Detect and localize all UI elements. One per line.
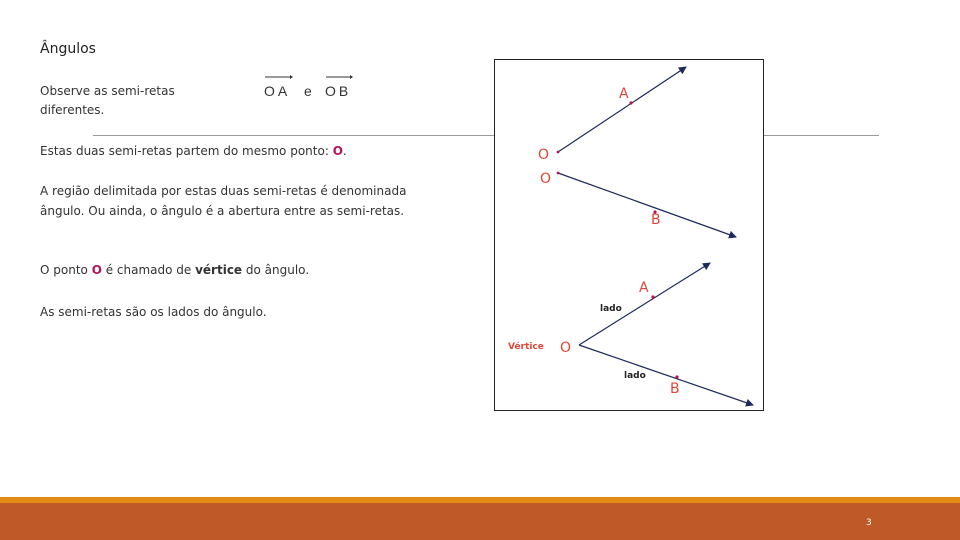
page-number: 3 bbox=[866, 518, 872, 528]
p1-text: Estas duas semi-retas partem do mesmo ponto: bbox=[40, 144, 333, 158]
paragraph-definition: A região delimitada por estas duas semi-retas é denominada ângulo. Ou ainda, o ângulo é a abertura entre as semi-retas. bbox=[40, 184, 407, 218]
p3-point: O bbox=[91, 263, 102, 277]
label-vertex: Vértice bbox=[508, 342, 544, 352]
slide-title: Ângulos bbox=[40, 41, 96, 57]
label-o-top-1: O bbox=[538, 147, 550, 163]
ray-b-top bbox=[558, 173, 736, 237]
ray-a-top bbox=[558, 67, 686, 152]
ray-oa: OA bbox=[264, 83, 291, 99]
ray-connector: e bbox=[304, 83, 312, 99]
label-b-top: B bbox=[651, 212, 661, 228]
angle-figure bbox=[494, 59, 764, 411]
ray-ob: OB bbox=[325, 83, 352, 99]
label-side-1: lado bbox=[600, 304, 622, 314]
p3-end: do ângulo. bbox=[242, 263, 310, 277]
label-o-bottom: O bbox=[560, 340, 572, 356]
intro-text: Observe as semi-retas diferentes. bbox=[40, 84, 175, 117]
p3-middle: é chamado de bbox=[101, 263, 196, 277]
label-a-bottom: A bbox=[639, 280, 649, 296]
paragraph-vertex bbox=[40, 260, 410, 280]
footer-bar bbox=[0, 503, 960, 540]
p1-point: O bbox=[332, 144, 343, 158]
label-b-bottom: B bbox=[670, 381, 680, 397]
ray-b-bottom bbox=[579, 345, 753, 405]
p3-term: vértice bbox=[195, 263, 243, 277]
label-o-top-2: O bbox=[540, 171, 552, 187]
paragraph-origin bbox=[40, 141, 410, 161]
p1-end: . bbox=[342, 144, 347, 158]
paragraph-sides: As semi-retas são os lados do ângulo. bbox=[40, 305, 267, 319]
label-a-top: A bbox=[619, 86, 629, 102]
ray-notation bbox=[262, 72, 362, 102]
label-side-2: lado bbox=[624, 371, 646, 381]
p3-start: O ponto bbox=[40, 263, 92, 277]
ray-a-bottom bbox=[579, 263, 710, 345]
